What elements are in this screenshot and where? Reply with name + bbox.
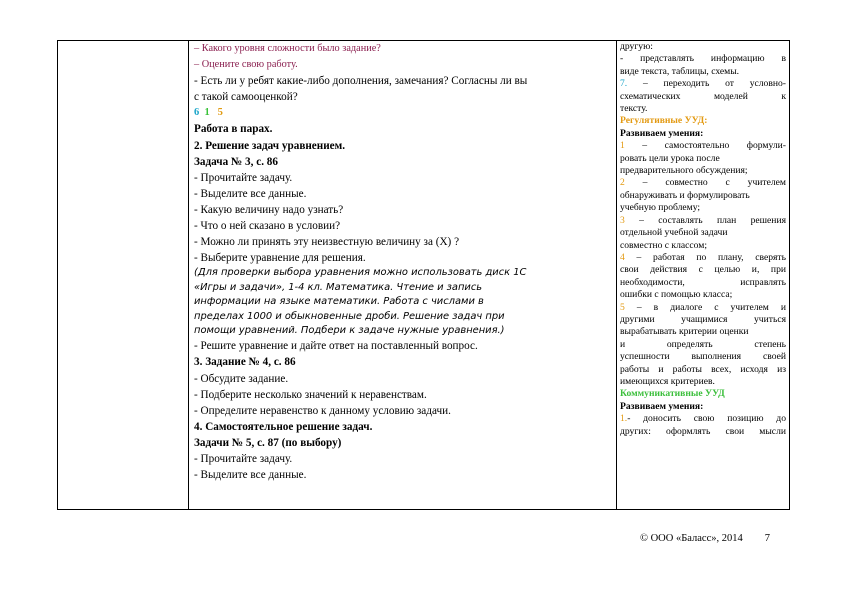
uud-line: тексту. bbox=[620, 103, 648, 115]
uud-line bbox=[620, 413, 786, 425]
uud-line: отдельной учебной задачи bbox=[620, 227, 728, 239]
section-4-heading: 4. Самостоятельное решение задач. bbox=[194, 420, 373, 433]
slide-numbers bbox=[194, 105, 618, 121]
uud-line: предварительного обсуждения; bbox=[620, 165, 748, 177]
uud-line: схематических моделей к bbox=[620, 90, 786, 102]
item-number: 3 bbox=[620, 214, 625, 226]
item-number: 2 bbox=[620, 177, 625, 189]
uud-line: ровать цели урока после bbox=[620, 152, 720, 164]
uud-text: – составлять план решения bbox=[624, 214, 786, 226]
slide-number-6: 6 bbox=[194, 107, 200, 119]
task-3-step-5: - Можно ли принять эту неизвестную величину за (Х) ? bbox=[194, 236, 460, 249]
uud-line: необходимости, исправлять bbox=[620, 276, 786, 288]
task-3-step-7: - Решите уравнение и дайте ответ на поставленный вопрос. bbox=[194, 340, 478, 353]
note-line-5: помощи уравнений. Подбери к задаче нужные уравнения.) bbox=[194, 324, 505, 336]
section-2-heading: 2. Решение задач уравнением. bbox=[194, 139, 346, 152]
task-3-step-1: - Прочитайте задачу. bbox=[194, 171, 293, 184]
question-additions-line2: с такой самооценкой? bbox=[194, 91, 298, 104]
note-line-3: информации на языке математики. Работа с числами в bbox=[194, 296, 484, 308]
task-3-heading: Задача № 3, с. 86 bbox=[194, 155, 278, 168]
task-3-step-6: - Выберите уравнение для решения. bbox=[194, 252, 366, 265]
slide-number-5: 5 bbox=[217, 107, 223, 119]
communicative-uud-heading: Коммуникативные УУД bbox=[620, 388, 725, 400]
task-4-step-1: - Обсудите задание. bbox=[194, 372, 289, 385]
task-4-step-2: - Подберите несколько значений к неравенствам. bbox=[194, 388, 427, 401]
develop-skills-label: Развиваем умения: bbox=[620, 400, 704, 412]
lesson-content-column bbox=[194, 41, 618, 483]
develop-skills-label: Развиваем умения: bbox=[620, 127, 704, 139]
uud-text: – самостоятельно формули- bbox=[624, 140, 786, 152]
section-3-heading: 3. Задание № 4, с. 86 bbox=[194, 356, 296, 369]
uud-line: - представлять информацию в bbox=[620, 53, 786, 65]
note-line-1: (Для проверки выбора уравнения можно использовать диск 1С bbox=[194, 267, 527, 279]
uud-line: вырабатывать критерии оценки bbox=[620, 326, 749, 338]
note-line-2: «Игры и задачи», 1-4 кл. Математика. Чтение и запись bbox=[194, 281, 483, 293]
uud-line: ошибки с помощью класса; bbox=[620, 289, 733, 301]
uud-text: - доносить свою позицию до bbox=[627, 413, 786, 425]
uud-line: и определять степень bbox=[620, 338, 786, 350]
page-number: 7 bbox=[764, 533, 770, 544]
item-number: 5 bbox=[620, 301, 625, 313]
uud-text: – переходить от условно- bbox=[627, 78, 786, 90]
task-3-step-4: - Что о ней сказано в условии? bbox=[194, 220, 341, 233]
question-self-assess: – Оцените свою работу. bbox=[194, 59, 298, 71]
uud-line: имеющихся критериев. bbox=[620, 375, 715, 387]
task-3-step-2: - Выделите все данные. bbox=[194, 187, 307, 200]
uud-text: – работая по плану, сверять bbox=[624, 251, 786, 263]
column-divider-1 bbox=[188, 41, 189, 509]
uud-line bbox=[620, 252, 786, 264]
uud-line: обнаруживать и формулировать bbox=[620, 189, 750, 201]
pair-work-heading: Работа в парах. bbox=[194, 123, 273, 136]
uud-line bbox=[620, 177, 786, 189]
uud-line bbox=[620, 302, 786, 314]
item-number: 1 bbox=[620, 140, 625, 152]
question-difficulty: – Какого уровня сложности было задание? bbox=[194, 43, 381, 54]
uud-line bbox=[620, 78, 786, 90]
uud-column bbox=[620, 41, 786, 438]
uud-line bbox=[620, 140, 786, 152]
uud-line: других: оформлять свои мысли bbox=[620, 425, 786, 437]
copyright-text: © ООО «Баласс», 2014 bbox=[640, 533, 743, 544]
task-5-step-2: - Выделите все данные. bbox=[194, 469, 307, 482]
uud-line: виде текста, таблицы, схемы. bbox=[620, 65, 740, 77]
task-5-heading: Задачи № 5, с. 87 (по выбору) bbox=[194, 436, 342, 449]
lesson-table bbox=[57, 40, 790, 510]
task-3-step-3: - Какую величину надо узнать? bbox=[194, 203, 344, 216]
item-number: 4 bbox=[620, 251, 625, 263]
question-additions-line1: - Есть ли у ребят какие-либо дополнения, замечания? Согласны ли вы bbox=[194, 75, 528, 88]
uud-line bbox=[620, 215, 786, 227]
uud-text: – в диалоге с учителем и bbox=[624, 301, 786, 313]
uud-text: – совместно с учителем bbox=[624, 177, 786, 189]
note-line-4: пределах 1000 и обыкновенные дроби. Решение задач при bbox=[194, 310, 505, 322]
uud-line: успешности выполнения своей bbox=[620, 351, 786, 363]
uud-line: другую: bbox=[620, 41, 653, 52]
page-footer bbox=[640, 533, 770, 544]
regulatory-uud-heading: Регулятивные УУД: bbox=[620, 115, 708, 127]
uud-line: другими учащимися учиться bbox=[620, 313, 786, 325]
task-5-step-1: - Прочитайте задачу. bbox=[194, 453, 293, 465]
uud-line: работы и работы всех, исходя из bbox=[620, 363, 786, 375]
task-4-step-3: - Определите неравенство к данному условию задачи. bbox=[194, 404, 451, 417]
item-number: 1. bbox=[620, 413, 628, 425]
item-number: 7. bbox=[620, 78, 628, 90]
uud-line: свои действия с целью и, при bbox=[620, 264, 786, 276]
uud-line: учебную проблему; bbox=[620, 202, 701, 214]
uud-line: совместно с классом; bbox=[620, 239, 707, 251]
slide-number-1: 1 bbox=[204, 107, 210, 119]
